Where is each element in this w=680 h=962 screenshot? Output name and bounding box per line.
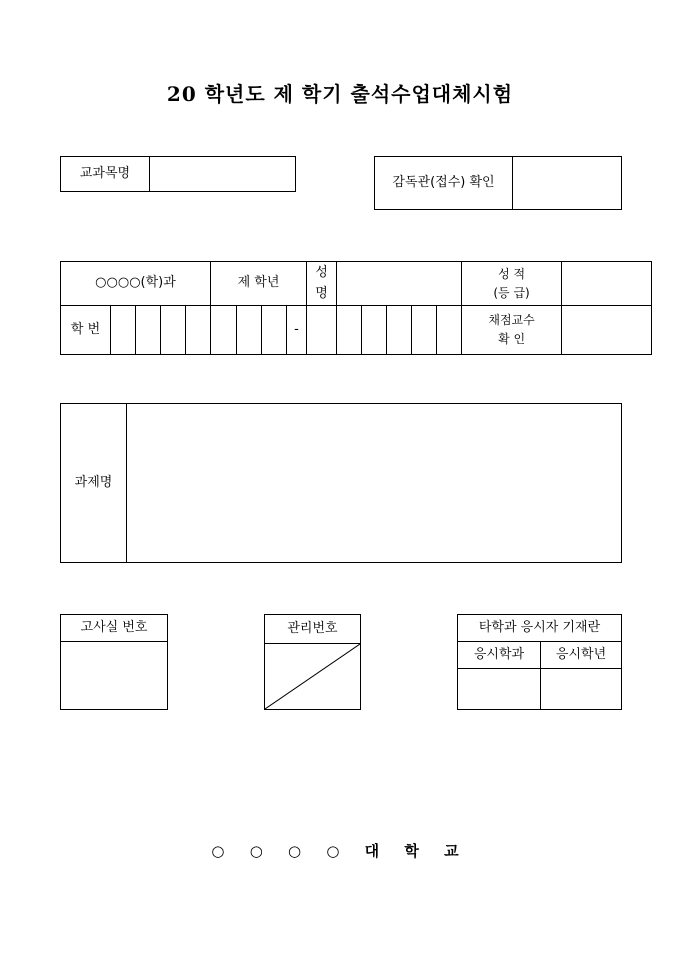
- management-label: 관리번호: [265, 615, 361, 644]
- exam-room-input[interactable]: [61, 642, 168, 710]
- student-id-digit-1[interactable]: [111, 306, 136, 355]
- other-dept-table: [457, 614, 622, 710]
- student-id-digit-6[interactable]: [237, 306, 262, 355]
- student-id-digit-11[interactable]: [387, 306, 412, 355]
- student-id-digit-3[interactable]: [161, 306, 186, 355]
- student-id-digit-12[interactable]: [412, 306, 437, 355]
- grade-label-line2: (등 급): [493, 285, 530, 300]
- student-id-digit-8[interactable]: [307, 306, 337, 355]
- student-id-digit-10[interactable]: [362, 306, 387, 355]
- name-input[interactable]: [337, 262, 462, 306]
- applied-dept-input[interactable]: [458, 669, 541, 710]
- student-id-digit-13[interactable]: [437, 306, 462, 355]
- assignment-table: [60, 403, 622, 563]
- grade-label-line1: 성 적: [498, 266, 526, 281]
- student-id-digit-4[interactable]: [186, 306, 211, 355]
- management-table: [264, 614, 361, 710]
- supervisor-label: 감독관(접수) 확인: [375, 157, 513, 210]
- student-id-digit-9[interactable]: [337, 306, 362, 355]
- student-id-digit-2[interactable]: [136, 306, 161, 355]
- year-label: 제 학년: [211, 262, 307, 306]
- diagonal-line: [265, 644, 360, 709]
- assignment-input[interactable]: [127, 404, 622, 563]
- grader-label-line2: 확 인: [498, 332, 526, 346]
- supervisor-sign-cell[interactable]: [513, 157, 622, 210]
- grader-confirm-label: [462, 306, 562, 355]
- management-cell: [265, 644, 361, 710]
- grader-label-line1: 채점교수: [488, 313, 535, 328]
- name-label: 성 명: [307, 262, 337, 306]
- applied-dept-label: 응시학과: [458, 642, 541, 669]
- exam-room-label: 고사실 번호: [61, 615, 168, 642]
- student-id-digit-5[interactable]: [211, 306, 237, 355]
- course-input[interactable]: [150, 157, 296, 192]
- university-name: ○ ○ ○ ○ 대 학 교: [211, 842, 469, 860]
- supervisor-table: [374, 156, 622, 210]
- grade-label: [462, 262, 562, 306]
- page-title: 20 학년도 제 학기 출석수업대체시험: [166, 82, 514, 106]
- applied-year-input[interactable]: [541, 669, 622, 710]
- course-label: 교과목명: [61, 157, 150, 192]
- course-table: [60, 156, 296, 192]
- student-info-table: [60, 261, 652, 355]
- student-id-separator: -: [287, 306, 307, 355]
- student-id-digit-7[interactable]: [262, 306, 287, 355]
- applied-year-label: 응시학년: [541, 642, 622, 669]
- assignment-label: 과제명: [61, 404, 127, 563]
- department-label: ○○○○(학)과: [61, 262, 211, 306]
- exam-room-table: [60, 614, 168, 710]
- student-id-label: 학 번: [61, 306, 111, 355]
- grade-input[interactable]: [562, 262, 652, 306]
- grader-confirm-input[interactable]: [562, 306, 652, 355]
- other-dept-label: 타학과 응시자 기재란: [458, 615, 622, 642]
